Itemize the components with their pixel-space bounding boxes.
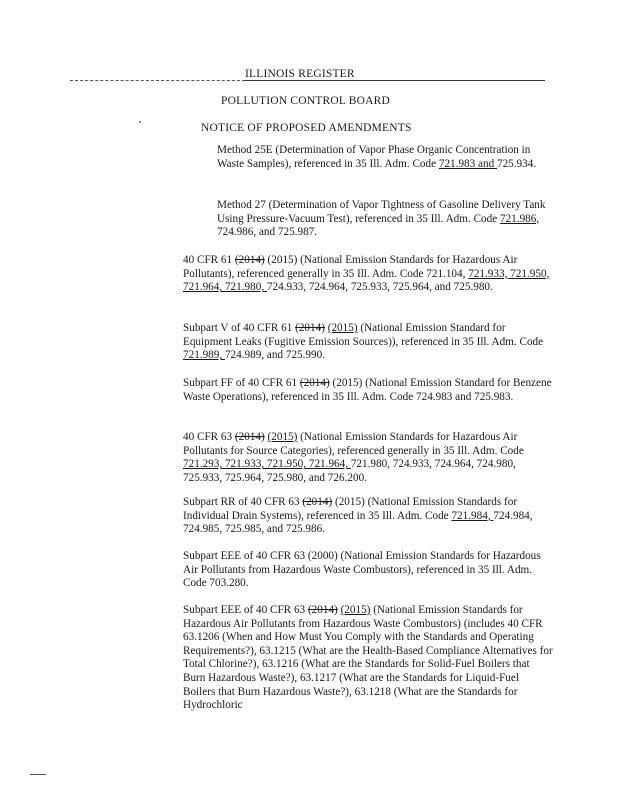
paragraph-subpart-eee-2000: Subpart EEE of 40 CFR 63 (2000) (National Emission Standards for Hazardous Air Pollutants from Hazardous Waste Combustors), referenced in 35 Ill. Adm. Code 703.280. (183, 550, 541, 590)
paragraph-subpart-eee: Subpart EEE of 40 CFR 63 (2014) (2015) (National Emission Standards for Hazardous Air Pollutants from Hazardous Waste Combustors) (includes 40 CFR 63.1206 (When and How Must You Comply with the Standards and Operating Requirements?), 63.1215 (What are the Health-Based Compliance Alternatives for Total Chlorine?), 63.1216 (What are the Standards for Solid-Fuel Boilers that Burn Hazardous Waste?), 63.1217 (What are the Standards for Liquid-Fuel Boilers that Burn Hazardous Waste?), 63.1218 (What are the Standards for Hydrochloric (183, 604, 553, 712)
notice-title: NOTICE OF PROPOSED AMENDMENTS (201, 122, 412, 134)
scan-speck (139, 121, 141, 123)
paragraph-40cfr61: 40 CFR 61 (2014) (2015) (National Emission Standards for Hazardous Air Pollutants), referenced generally in 35 Ill. Adm. Code 721.104, 721.933, 721.950, 721.964, 721.980, 724.933, 724.964, 725.933, 725.964, and 725.980. (183, 254, 550, 294)
header-rule-dashed (70, 80, 245, 81)
paragraph-subpart-v: Subpart V of 40 CFR 61 (2014) (2015) (National Emission Standard for Equipment Leaks (Fugitive Emission Sources)), referenced in 35 Ill. Adm. Code 721.989, 724.989, and 725.990. (183, 322, 544, 362)
paragraph-subpart-ff: Subpart FF of 40 CFR 61 (2014) (2015) (National Emission Standard for Benzene Waste Operations), referenced in 35 Ill. Adm. Code 724.983 and 725.983. (183, 377, 552, 403)
paragraph-method-25e: Method 25E (Determination of Vapor Phase Organic Concentration in Waste Samples), referenced in 35 Ill. Adm. Code 721.983 and 725.934. (217, 144, 537, 170)
footer-mark (30, 774, 46, 775)
paragraph-subpart-rr: Subpart RR of 40 CFR 63 (2014) (2015) (National Emission Standards for Individual Drain Systems), referenced in 35 Ill. Adm. Code 721.984, 724.984, 724.985, 725.985, and 725.986. (183, 496, 533, 536)
paragraph-40cfr63: 40 CFR 63 (2014) (2015) (National Emission Standards for Hazardous Air Pollutants for Source Categories), referenced generally in 35 Ill. Adm. Code 721.293, 721.933, 721.950, 721.964, 721.980, 724.933, 724.964, 724.980, 725.933, 725.964, 725.980, and 726.200. (183, 431, 524, 484)
header-rule (245, 80, 545, 81)
register-title: ILLINOIS REGISTER (245, 68, 355, 80)
board-title: POLLUTION CONTROL BOARD (221, 95, 391, 107)
paragraph-method-27: Method 27 (Determination of Vapor Tightness of Gasoline Delivery Tank Using Pressure-Vacuum Test), referenced in 35 Ill. Adm. Code 721.986, 724.986, and 725.987. (217, 199, 546, 239)
